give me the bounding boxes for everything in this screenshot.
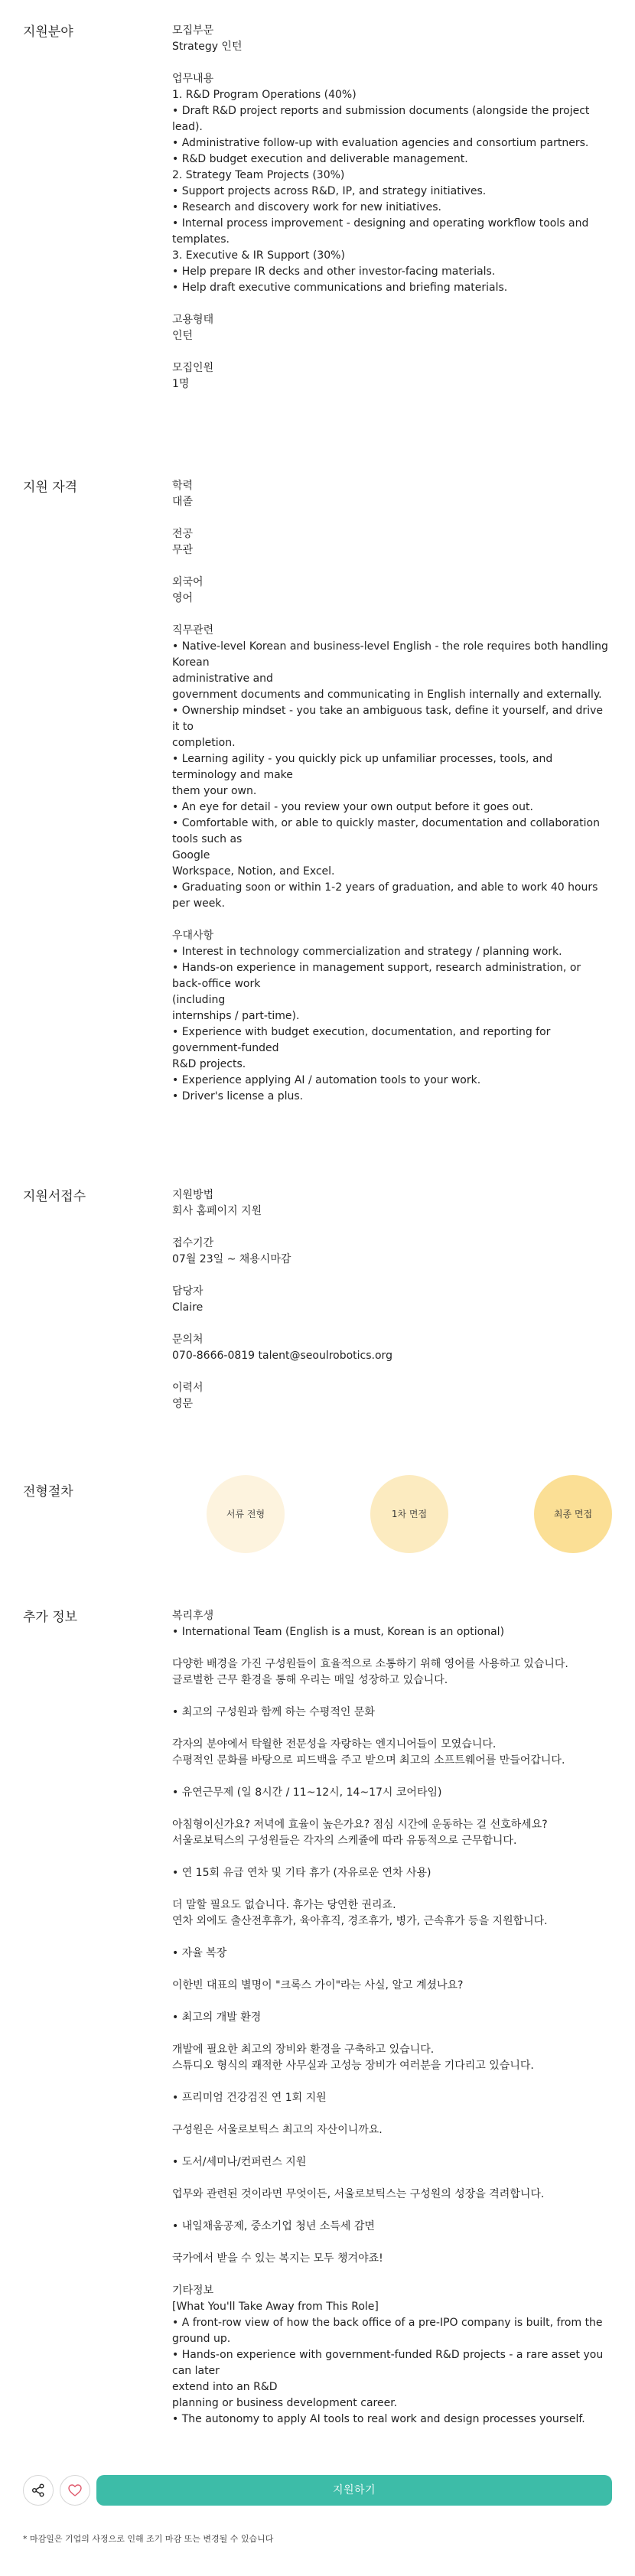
info-line: 더 말할 필요도 없습니다. 휴가는 당연한 권리죠. <box>172 1899 396 1911</box>
info-label: 학력 <box>172 480 194 492</box>
info-line: • 최고의 개발 환경 <box>172 2011 262 2024</box>
info-line: extend into an R&D <box>172 2381 278 2393</box>
info-line: 개발에 필요한 최고의 장비와 환경을 구축하고 있습니다. <box>172 2044 435 2056</box>
info-line: • Draft R&D project reports and submission documents (alongside the project lead). <box>172 105 590 133</box>
line-spacer <box>172 1640 612 1656</box>
section-application <box>0 1187 635 1412</box>
section-body <box>172 1483 612 1553</box>
info-line: • Administrative follow-up with evaluation agencies and consortium partners. <box>172 137 589 149</box>
info-label: 전공 <box>172 528 194 540</box>
info-line: • 자율 복장 <box>172 1947 227 1959</box>
section-body <box>172 1187 612 1412</box>
info-group <box>172 71 612 296</box>
info-line: administrative and <box>172 672 273 685</box>
info-line: • Help prepare IR decks and other investor-facing materials. <box>172 265 496 278</box>
info-line: • The autonomy to apply AI tools to real work and design processes yourself. <box>172 2413 585 2425</box>
info-line: • Learning agility - you quickly pick up unfamiliar processes, tools, and terminology and make <box>172 753 553 781</box>
info-line: • Experience with budget execution, documentation, and reporting for government-funded <box>172 1026 551 1054</box>
info-group <box>172 1187 612 1220</box>
info-line: • International Team (English is a must, Korean is an optional) <box>172 1626 505 1638</box>
info-group <box>172 312 612 344</box>
info-line: • Hands-on experience in management support, research administration, or back-office work <box>172 962 581 990</box>
section-title: 전형절차 <box>23 1484 73 1500</box>
info-line: R&D projects. <box>172 1058 246 1070</box>
line-spacer <box>172 1721 612 1737</box>
section-title: 추가 정보 <box>23 1610 78 1625</box>
line-spacer <box>172 1962 612 1978</box>
info-line: 아침형이신가요? 저녁에 효율이 높은가요? 점심 시간에 운동하는 걸 선호하세요? <box>172 1819 548 1831</box>
info-line: • 연 15회 유급 연차 및 기타 휴가 (자유로운 연차 사용) <box>172 1867 431 1879</box>
info-line: 각자의 분야에서 탁월한 전문성을 자랑하는 엔지니어들이 모였습니다. <box>172 1738 497 1750</box>
like-button[interactable] <box>60 2475 90 2506</box>
info-line: 다양한 배경을 가진 구성원들이 효율적으로 소통하기 위해 영어를 사용하고 있습니다. <box>172 1658 568 1670</box>
line-spacer <box>172 1689 612 1705</box>
line-spacer <box>172 1930 612 1946</box>
info-line: • R&D budget execution and deliverable management. <box>172 153 468 165</box>
process-step-1: 서류 전형 <box>207 1475 285 1553</box>
section-process <box>0 1483 635 1553</box>
info-line: • Support projects across R&D, IP, and strategy initiatives. <box>172 185 487 197</box>
info-line: 070-8666-0819 talent@seoulrobotics.org <box>172 1350 392 1362</box>
section-title: 지원분야 <box>23 24 73 40</box>
process-steps <box>172 1475 612 1553</box>
info-group <box>172 1380 612 1412</box>
info-group <box>172 928 612 1105</box>
info-line: • 내일채움공제, 중소기업 청년 소득세 감면 <box>172 2220 375 2232</box>
line-spacer <box>172 2203 612 2219</box>
info-line: Strategy 인턴 <box>172 41 243 53</box>
info-line: 인턴 <box>172 330 194 342</box>
info-label: 모집인원 <box>172 362 214 374</box>
line-spacer <box>172 1849 612 1865</box>
info-group <box>172 1332 612 1364</box>
info-line: • 프리미엄 건강검진 연 1회 지원 <box>172 2092 327 2104</box>
line-spacer <box>172 1881 612 1897</box>
section-extra <box>0 1608 635 2428</box>
info-label: 문의처 <box>172 1334 204 1346</box>
info-line: 회사 홈페이지 지원 <box>172 1205 262 1217</box>
info-line: 1명 <box>172 378 190 390</box>
action-bar <box>0 2473 635 2507</box>
info-group <box>172 1608 612 2267</box>
heart-icon <box>67 2483 83 2498</box>
info-label: 접수기간 <box>172 1237 214 1249</box>
info-label: 모집부문 <box>172 24 214 37</box>
info-label: 지원방법 <box>172 1189 214 1201</box>
info-line: Workspace, Notion, and Excel. <box>172 865 335 878</box>
line-spacer <box>172 1769 612 1785</box>
section-title: 지원서접수 <box>23 1189 86 1204</box>
info-line: internships / part-time). <box>172 1010 300 1022</box>
info-line: 영어 <box>172 592 194 604</box>
process-step-2: 1차 면접 <box>370 1475 448 1553</box>
info-line: planning or business development career. <box>172 2397 398 2409</box>
info-line: • Driver's license a plus. <box>172 1090 304 1102</box>
info-group <box>172 623 612 912</box>
info-label: 담당자 <box>172 1285 204 1298</box>
info-label: 복리후생 <box>172 1610 214 1622</box>
info-line: 스튜디오 형식의 쾌적한 사무실과 고성능 장비가 여러분을 기다리고 있습니다. <box>172 2060 534 2072</box>
info-line: 구성원은 서울로보틱스 최고의 자산이니까요. <box>172 2124 383 2136</box>
info-line: 1. R&D Program Operations (40%) <box>172 89 357 101</box>
info-group <box>172 1284 612 1316</box>
info-label: 직무관련 <box>172 624 214 637</box>
info-line: Claire <box>172 1301 204 1314</box>
info-label: 고용형태 <box>172 314 214 326</box>
apply-button[interactable]: 지원하기 <box>96 2475 612 2506</box>
info-group <box>172 575 612 607</box>
line-spacer <box>172 2106 612 2122</box>
line-spacer <box>172 2026 612 2042</box>
info-line: 대졸 <box>172 496 194 508</box>
info-line: • An eye for detail - you review your own output before it goes out. <box>172 801 533 813</box>
section-title: 지원 자격 <box>23 480 78 495</box>
info-line: • Comfortable with, or able to quickly master, documentation and collaboration tools such as <box>172 817 600 845</box>
line-spacer <box>172 2235 612 2251</box>
line-spacer <box>172 2138 612 2154</box>
info-line: Google <box>172 849 210 861</box>
info-line: 글로벌한 근무 환경을 통해 우리는 매일 성장하고 있습니다. <box>172 1674 448 1686</box>
info-line: • Internal process improvement - designing and operating workflow tools and templates. <box>172 217 589 246</box>
info-group <box>172 360 612 392</box>
info-line: 2. Strategy Team Projects (30%) <box>172 169 345 181</box>
info-line: 3. Executive & IR Support (30%) <box>172 249 345 262</box>
info-line: (including <box>172 994 226 1006</box>
info-line: 이한빈 대표의 별명이 "크록스 가이"라는 사실, 알고 계셨나요? <box>172 1979 464 1991</box>
line-spacer <box>172 2171 612 2187</box>
section-qualification <box>0 478 635 1105</box>
info-line: • Native-level Korean and business-level English - the role requires both handling Korean <box>172 640 608 669</box>
info-group <box>172 1236 612 1268</box>
info-line: • Experience applying AI / automation tools to your work. <box>172 1074 481 1086</box>
info-line: • Help draft executive communications and briefing materials. <box>172 282 508 294</box>
info-line: • Hands-on experience with government-funded R&D projects - a rare asset you can later <box>172 2349 604 2377</box>
info-line: • 유연근무제 (일 8시간 / 11~12시, 14~17시 코어타임) <box>172 1786 442 1799</box>
info-line: • Graduating soon or within 1-2 years of graduation, and able to work 40 hours per week. <box>172 881 598 910</box>
info-group <box>172 526 612 559</box>
info-group <box>172 2283 612 2428</box>
share-button[interactable] <box>23 2475 54 2506</box>
info-line: • 최고의 구성원과 함께 하는 수평적인 문화 <box>172 1706 375 1718</box>
info-line: • Research and discovery work for new initiatives. <box>172 201 441 213</box>
info-line: [What You'll Take Away from This Role] <box>172 2301 379 2313</box>
info-line: completion. <box>172 737 236 749</box>
section-body <box>172 1608 612 2428</box>
info-line: • Interest in technology commercialization and strategy / planning work. <box>172 946 562 958</box>
line-spacer <box>172 1801 612 1817</box>
info-line: 07월 23일 ~ 채용시마감 <box>172 1253 291 1265</box>
info-line: 연차 외에도 출산전후휴가, 육아휴직, 경조휴가, 병가, 근속휴가 등을 지원합니다. <box>172 1915 548 1927</box>
info-group <box>172 478 612 510</box>
info-label: 업무내용 <box>172 73 214 85</box>
share-icon <box>31 2483 46 2498</box>
process-step-3: 최종 면접 <box>534 1475 612 1553</box>
info-label: 외국어 <box>172 576 204 588</box>
info-line: 수평적인 문화를 바탕으로 피드백을 주고 받으며 최고의 소프트웨어를 만들어갑니다. <box>172 1754 565 1767</box>
info-label: 이력서 <box>172 1382 204 1394</box>
info-line: government documents and communicating in English internally and externally. <box>172 689 602 701</box>
deadline-footnote: * 마감일은 기업의 사정으로 인해 조기 마감 또는 변경될 수 있습니다 <box>23 2534 274 2544</box>
section-body <box>172 478 612 1105</box>
info-line: • A front-row view of how the back office of a pre-IPO company is built, from the ground up. <box>172 2317 603 2345</box>
info-line: them your own. <box>172 785 257 797</box>
line-spacer <box>172 1994 612 2010</box>
info-line: 국가에서 받을 수 있는 복지는 모두 챙겨야죠! <box>172 2252 383 2265</box>
info-label: 우대사항 <box>172 930 214 942</box>
info-line: 서울로보틱스의 구성원들은 각자의 스케쥴에 따라 유동적으로 근무합니다. <box>172 1835 517 1847</box>
info-label: 기타정보 <box>172 2285 214 2297</box>
line-spacer <box>172 2074 612 2090</box>
info-line: • Ownership mindset - you take an ambiguous task, define it yourself, and drive it to <box>172 705 603 733</box>
info-group <box>172 23 612 55</box>
info-line: 영문 <box>172 1398 194 1410</box>
info-line: 무관 <box>172 544 194 556</box>
section-body <box>172 23 612 392</box>
info-line: • 도서/세미나/컨퍼런스 지원 <box>172 2156 307 2168</box>
info-line: 업무와 관련된 것이라면 무엇이든, 서울로보틱스는 구성원의 성장을 격려합니다. <box>172 2188 545 2200</box>
section-field <box>0 23 635 392</box>
